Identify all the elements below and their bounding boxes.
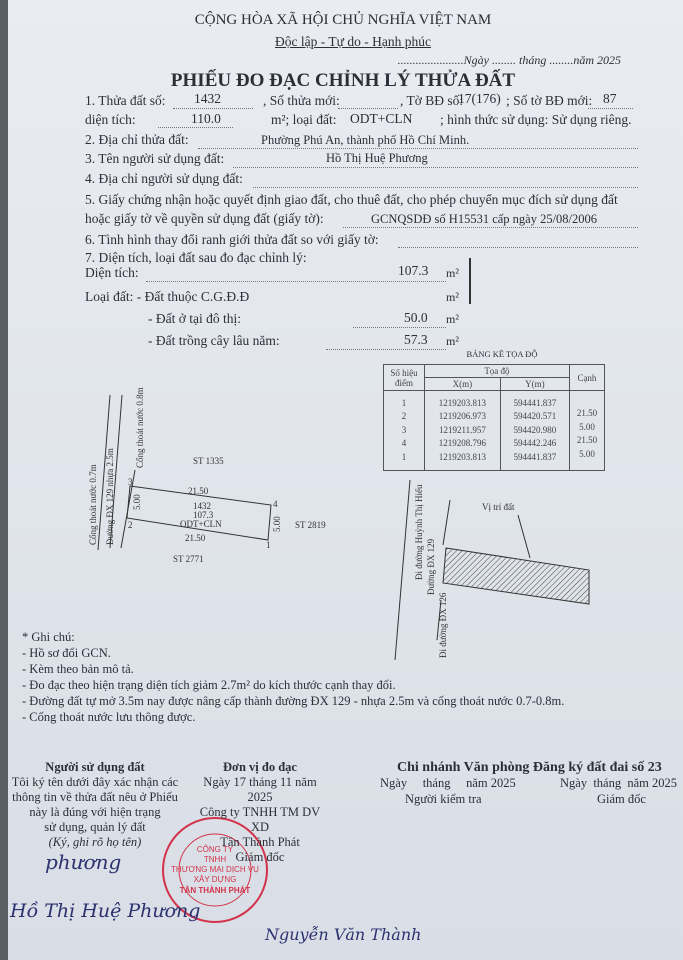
point-id: 1 bbox=[401, 397, 407, 408]
note-item: - Kèm theo bản mô tả. bbox=[22, 662, 134, 676]
field-label: 5. Giấy chứng nhận hoặc quyết định giao đất, cho thuê đất, cho phép chuyển mục đích sử dụng đất bbox=[85, 192, 618, 207]
urban-land-value: 50.0 bbox=[404, 310, 428, 325]
note-item: - Đường đất tự mở 3.5m nay được nâng cấp thành đường ĐX 129 - nhựa 2.5m và cống thoát nước 0.7-0.8m. bbox=[22, 694, 565, 708]
col-header: X(m) bbox=[425, 378, 501, 391]
date-line: ......................Ngày ........ tháng ........năm 2025 bbox=[397, 53, 621, 67]
unit: m² bbox=[446, 266, 459, 280]
field-label: 2. Địa chỉ thửa đất: bbox=[85, 132, 189, 147]
text-line: Ngày tháng năm 2025 bbox=[560, 776, 677, 790]
road-label: Đường ĐX 129 nhựa 2.5m bbox=[105, 448, 115, 545]
neighbor-south: ST 2771 bbox=[173, 554, 204, 564]
y-coord: 594442.246 bbox=[513, 438, 557, 449]
parcel-address: Phường Phú An, thành phố Hồ Chí Minh. bbox=[261, 133, 470, 147]
x-coord: 1219208.796 bbox=[438, 438, 487, 449]
handwritten-signature: phương bbox=[45, 850, 122, 874]
point-id: 2 bbox=[401, 411, 407, 422]
point-id: 1 bbox=[401, 451, 407, 462]
unit: m² bbox=[446, 334, 459, 348]
field-label: , Tờ BĐ số: bbox=[400, 93, 464, 108]
note-item: - Cống thoát nước lưu thông được. bbox=[22, 710, 196, 724]
point-id: 3 bbox=[401, 424, 407, 435]
col-header: Số hiệu điểm bbox=[384, 365, 425, 391]
edge-label: 5.00 bbox=[272, 516, 282, 532]
point-label: 1 bbox=[266, 540, 271, 550]
neighbor-east: ST 2819 bbox=[295, 520, 326, 530]
field-label: Loại đất: - Đất thuộc C.G.Đ.Đ bbox=[85, 289, 250, 304]
x-coord: 1219203.813 bbox=[438, 451, 487, 462]
drain-label: Cống thoát nước 0.8m bbox=[135, 387, 145, 468]
text-line: (Ký, ghi rõ họ tên) bbox=[48, 835, 142, 849]
text-line: Tân Thành Phát bbox=[220, 835, 300, 849]
text-line: Ngày 17 tháng 11 năm 2025 bbox=[203, 775, 317, 804]
svg-text:XÂY DỰNG: XÂY DỰNG bbox=[193, 875, 237, 884]
edge-length: 21.50 bbox=[576, 408, 598, 418]
field-label: Diện tích: bbox=[85, 265, 139, 280]
field-label: 7. Diện tích, loại đất sau đo đạc chỉnh lý: bbox=[85, 250, 307, 265]
new-sheet-number: 87 bbox=[603, 91, 617, 106]
area-value: 110.0 bbox=[191, 111, 221, 126]
parcel-number: 1432 bbox=[194, 91, 221, 106]
handwritten-signature: Nguyễn Văn Thành bbox=[265, 925, 422, 944]
field-label: - Đất trồng cây lâu năm: bbox=[148, 333, 280, 348]
text-line: này là đúng với hiện trạng bbox=[29, 805, 161, 819]
edge-length: 5.00 bbox=[579, 448, 595, 459]
notes-title: * Ghi chú: bbox=[22, 630, 75, 644]
edge-length: 5.00 bbox=[579, 421, 595, 432]
surveyor-signature-block bbox=[190, 760, 330, 865]
y-coord: 594441.837 bbox=[513, 451, 557, 462]
point-id: 4 bbox=[401, 438, 407, 449]
field-label: hoặc giấy tờ về quyền sử dụng đất (giấy tờ): bbox=[85, 211, 324, 226]
field-label: 3. Tên người sử dụng đất: bbox=[85, 151, 225, 166]
unit: m² bbox=[446, 290, 459, 304]
nation-header: CỘNG HÒA XÃ HỘI CHỦ NGHĨA VIỆT NAM bbox=[194, 12, 492, 28]
text-line: Tôi ký tên dưới đây xác nhận các bbox=[11, 775, 179, 789]
point-label: 2 bbox=[128, 520, 133, 530]
office-title: Chi nhánh Văn phòng Đăng ký đất đai số 23 bbox=[397, 760, 662, 775]
field-label: diện tích: bbox=[85, 112, 136, 127]
point-label: 3 bbox=[128, 477, 133, 487]
y-coord: 594420.980 bbox=[513, 424, 557, 435]
field-label: 4. Địa chỉ người sử dụng đất: bbox=[85, 171, 243, 186]
edge-label: 5.00 bbox=[132, 494, 142, 510]
text-line: thông tin về thửa đất nêu ở Phiếu bbox=[12, 790, 178, 804]
unit: m² bbox=[446, 312, 459, 326]
new-area-value: 107.3 bbox=[398, 263, 429, 278]
road-label: Đi đường ĐX 126 bbox=[438, 592, 448, 658]
field-label: 1. Thửa đất số: bbox=[85, 93, 166, 108]
parcel-no: 1432 bbox=[193, 501, 211, 511]
col-header: Y(m) bbox=[500, 378, 569, 391]
svg-text:THƯƠNG MẠI DỊCH VỤ: THƯƠNG MẠI DỊCH VỤ bbox=[171, 865, 259, 874]
text-line: Giám đốc bbox=[597, 792, 646, 806]
table-title: BẢNG KÊ TỌA ĐỘ bbox=[466, 349, 538, 359]
map-sheet-number: 17(176) bbox=[458, 91, 501, 106]
road-label: Đường ĐX 129 bbox=[426, 538, 436, 595]
x-coord: 1219206.973 bbox=[438, 411, 487, 422]
col-header: Cạnh bbox=[569, 365, 604, 391]
svg-text:CÔNG TY: CÔNG TY bbox=[196, 845, 234, 854]
point-label: 4 bbox=[273, 499, 278, 509]
field-label: , Số thửa mới: bbox=[263, 93, 340, 108]
user-signature-block bbox=[0, 760, 190, 850]
y-coord: 594420.571 bbox=[513, 411, 557, 422]
y-coord: 594441.837 bbox=[513, 397, 557, 408]
parcel-type: ODT+CLN bbox=[180, 519, 222, 529]
drain-label: Cống thoát nước 0.7m bbox=[88, 464, 98, 545]
text-line: Giám đốc bbox=[235, 850, 285, 864]
edge-length: 21.50 bbox=[576, 435, 598, 445]
text-line: sử dụng, quản lý đất bbox=[44, 820, 146, 834]
x-coord: 1219211.957 bbox=[438, 424, 486, 435]
handwritten-name: Hồ Thị Huệ Phương bbox=[10, 900, 201, 922]
perennial-land-value: 57.3 bbox=[404, 332, 428, 347]
text-line: Người kiểm tra bbox=[405, 792, 482, 806]
certificate-info: GCNQSDĐ số H15531 cấp ngày 25/08/2006 bbox=[371, 212, 598, 226]
field-label: 6. Tình hình thay đổi ranh giới thửa đất so với giấy tờ: bbox=[85, 232, 379, 247]
field-label: m²; loại đất: bbox=[271, 112, 337, 127]
parcel-area: 107.3 bbox=[193, 510, 214, 520]
x-coord: 1219203.813 bbox=[438, 397, 487, 408]
location-label: Vị trí đất bbox=[482, 502, 515, 512]
neighbor-north: ST 1335 bbox=[193, 456, 224, 466]
edge-label: 21.50 bbox=[188, 486, 209, 496]
svg-text:TÂN THÀNH PHÁT: TÂN THÀNH PHÁT bbox=[179, 886, 251, 895]
road-label: Đi đường Huỳnh Thị Hiếu bbox=[414, 484, 424, 580]
field-label: ; Số tờ BĐ mới: bbox=[506, 93, 593, 108]
motto: Độc lập - Tự do - Hạnh phúc bbox=[275, 34, 431, 49]
text-line: Công ty TNHH TM DV XD bbox=[199, 805, 321, 834]
note-item: - Đo đạc theo hiện trạng diện tích giảm 2.7m² do kích thước cạnh thay đổi. bbox=[22, 678, 396, 692]
note-item: - Hồ sơ đổi GCN. bbox=[22, 646, 111, 660]
page-title: PHIẾU ĐO ĐẠC CHỈNH LÝ THỬA ĐẤT bbox=[170, 70, 516, 91]
field-label: - Đất ở tại đô thị: bbox=[148, 311, 241, 326]
block-title: Người sử dụng đất bbox=[45, 760, 145, 774]
col-header: Tọa độ bbox=[425, 365, 570, 378]
usage-form: ; hình thức sử dụng: Sử dụng riêng. bbox=[440, 112, 632, 127]
edge-label: 21.50 bbox=[185, 533, 206, 543]
svg-text:TNHH: TNHH bbox=[203, 855, 227, 864]
text-line: Ngày tháng năm 2025 bbox=[380, 776, 516, 790]
block-title: Đơn vị đo đạc bbox=[223, 760, 297, 774]
land-type: ODT+CLN bbox=[350, 111, 413, 126]
owner-name: Hồ Thị Huệ Phương bbox=[326, 151, 428, 165]
